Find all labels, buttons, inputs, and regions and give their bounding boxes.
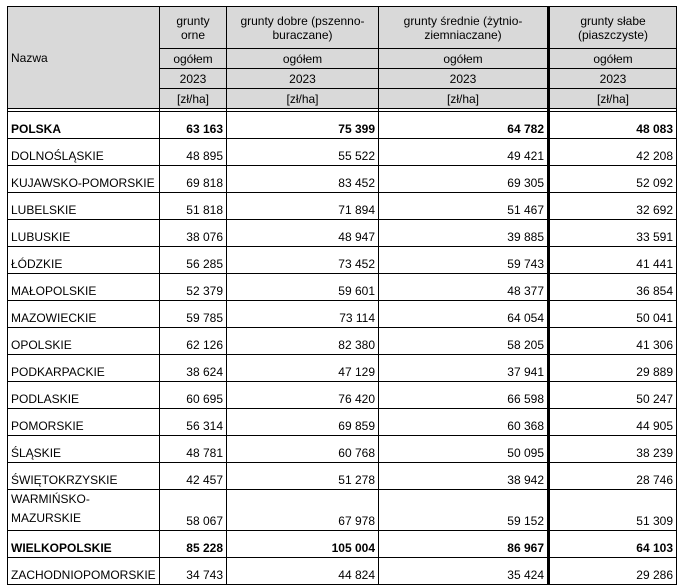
value-cell: 48 377 [379,274,549,301]
table-header [8,7,677,109]
value-cell: 41 306 [549,328,677,355]
value-cell: 69 818 [160,166,227,193]
value-cell: 59 743 [379,247,549,274]
value-cell: 58 205 [379,328,549,355]
column-header-sub: ogółem [379,49,549,69]
table-body [8,109,677,585]
value-cell: 59 601 [227,274,379,301]
value-cell: 56 285 [160,247,227,274]
value-cell: 32 692 [549,193,677,220]
region-name: ŚLĄSKIE [8,436,160,463]
value-cell: 67 978 [227,490,379,531]
value-cell: 62 126 [160,328,227,355]
column-header-name: Nazwa [8,7,160,109]
value-cell: 42 208 [549,139,677,166]
column-header-title: grunty dobre (pszenno-buraczane) [227,7,379,49]
value-cell: 34 743 [160,558,227,585]
region-name: POLSKA [8,112,160,139]
value-cell: 64 782 [379,112,549,139]
table-row [8,112,677,139]
value-cell: 38 624 [160,355,227,382]
value-cell: 28 746 [549,463,677,490]
region-name: ZACHODNIOPOMORSKIE [8,558,160,585]
value-cell: 38 239 [549,436,677,463]
value-cell: 60 695 [160,382,227,409]
table-row [8,355,677,382]
value-cell: 48 947 [227,220,379,247]
region-name: LUBUSKIE [8,220,160,247]
table-row [8,409,677,436]
value-cell: 37 941 [379,355,549,382]
value-cell: 58 067 [160,490,227,531]
value-cell: 29 889 [549,355,677,382]
value-cell: 66 598 [379,382,549,409]
table-row [8,328,677,355]
value-cell: 33 591 [549,220,677,247]
value-cell: 50 095 [379,436,549,463]
column-header-unit: [zł/ha] [227,89,379,109]
value-cell: 49 421 [379,139,549,166]
price-table-container [7,6,677,585]
region-name: KUJAWSKO-POMORSKIE [8,166,160,193]
column-header-sub: ogółem [549,49,677,69]
table-row [8,274,677,301]
table-row [8,193,677,220]
value-cell: 56 314 [160,409,227,436]
column-header-unit: [zł/ha] [379,89,549,109]
value-cell: 51 467 [379,193,549,220]
value-cell: 36 854 [549,274,677,301]
column-header-year: 2023 [227,69,379,89]
value-cell: 51 309 [549,490,677,531]
column-header-title: grunty orne [160,7,227,49]
value-cell: 71 894 [227,193,379,220]
value-cell: 85 228 [160,531,227,558]
table-row [8,139,677,166]
column-header-title: grunty słabe (piaszczyste) [549,7,677,49]
region-name: OPOLSKIE [8,328,160,355]
value-cell: 48 895 [160,139,227,166]
value-cell: 48 083 [549,112,677,139]
value-cell: 73 452 [227,247,379,274]
value-cell: 63 163 [160,112,227,139]
column-header-unit: [zł/ha] [160,89,227,109]
value-cell: 60 768 [227,436,379,463]
region-name: WARMIŃSKO-MAZURSKIE [8,490,160,531]
value-cell: 60 368 [379,409,549,436]
value-cell: 39 885 [379,220,549,247]
region-name: LUBELSKIE [8,193,160,220]
region-name: PODKARPACKIE [8,355,160,382]
value-cell: 73 114 [227,301,379,328]
value-cell: 76 420 [227,382,379,409]
value-cell: 55 522 [227,139,379,166]
value-cell: 64 103 [549,531,677,558]
value-cell: 29 286 [549,558,677,585]
column-header-title: grunty średnie (żytnio-ziemniaczane) [379,7,549,49]
value-cell: 50 041 [549,301,677,328]
value-cell: 52 379 [160,274,227,301]
value-cell: 105 004 [227,531,379,558]
value-cell: 82 380 [227,328,379,355]
value-cell: 38 076 [160,220,227,247]
value-cell: 48 781 [160,436,227,463]
region-name: POMORSKIE [8,409,160,436]
table-row [8,301,677,328]
value-cell: 75 399 [227,112,379,139]
value-cell: 69 859 [227,409,379,436]
value-cell: 42 457 [160,463,227,490]
table-row [8,247,677,274]
column-header-sub: ogółem [160,49,227,69]
value-cell: 51 818 [160,193,227,220]
region-name: WIELKOPOLSKIE [8,531,160,558]
table-row [8,166,677,193]
region-name: MAZOWIECKIE [8,301,160,328]
value-cell: 64 054 [379,301,549,328]
column-header-unit: [zł/ha] [549,89,677,109]
value-cell: 44 905 [549,409,677,436]
value-cell: 47 129 [227,355,379,382]
value-cell: 86 967 [379,531,549,558]
value-cell: 51 278 [227,463,379,490]
table-row [8,463,677,490]
value-cell: 69 305 [379,166,549,193]
value-cell: 59 152 [379,490,549,531]
table-row [8,382,677,409]
region-name: PODLASKIE [8,382,160,409]
table-row [8,220,677,247]
value-cell: 83 452 [227,166,379,193]
column-header-sub: ogółem [227,49,379,69]
table-row [8,531,677,558]
table-row [8,436,677,463]
region-name: ŁÓDZKIE [8,247,160,274]
value-cell: 52 092 [549,166,677,193]
land-price-table [7,6,677,585]
table-row [8,490,677,531]
region-name: DOLNOŚLĄSKIE [8,139,160,166]
column-header-year: 2023 [379,69,549,89]
value-cell: 41 441 [549,247,677,274]
column-header-year: 2023 [160,69,227,89]
value-cell: 38 942 [379,463,549,490]
column-header-year: 2023 [549,69,677,89]
value-cell: 59 785 [160,301,227,328]
value-cell: 44 824 [227,558,379,585]
region-name: ŚWIĘTOKRZYSKIE [8,463,160,490]
region-name: MAŁOPOLSKIE [8,274,160,301]
table-row [8,558,677,585]
value-cell: 35 424 [379,558,549,585]
value-cell: 50 247 [549,382,677,409]
